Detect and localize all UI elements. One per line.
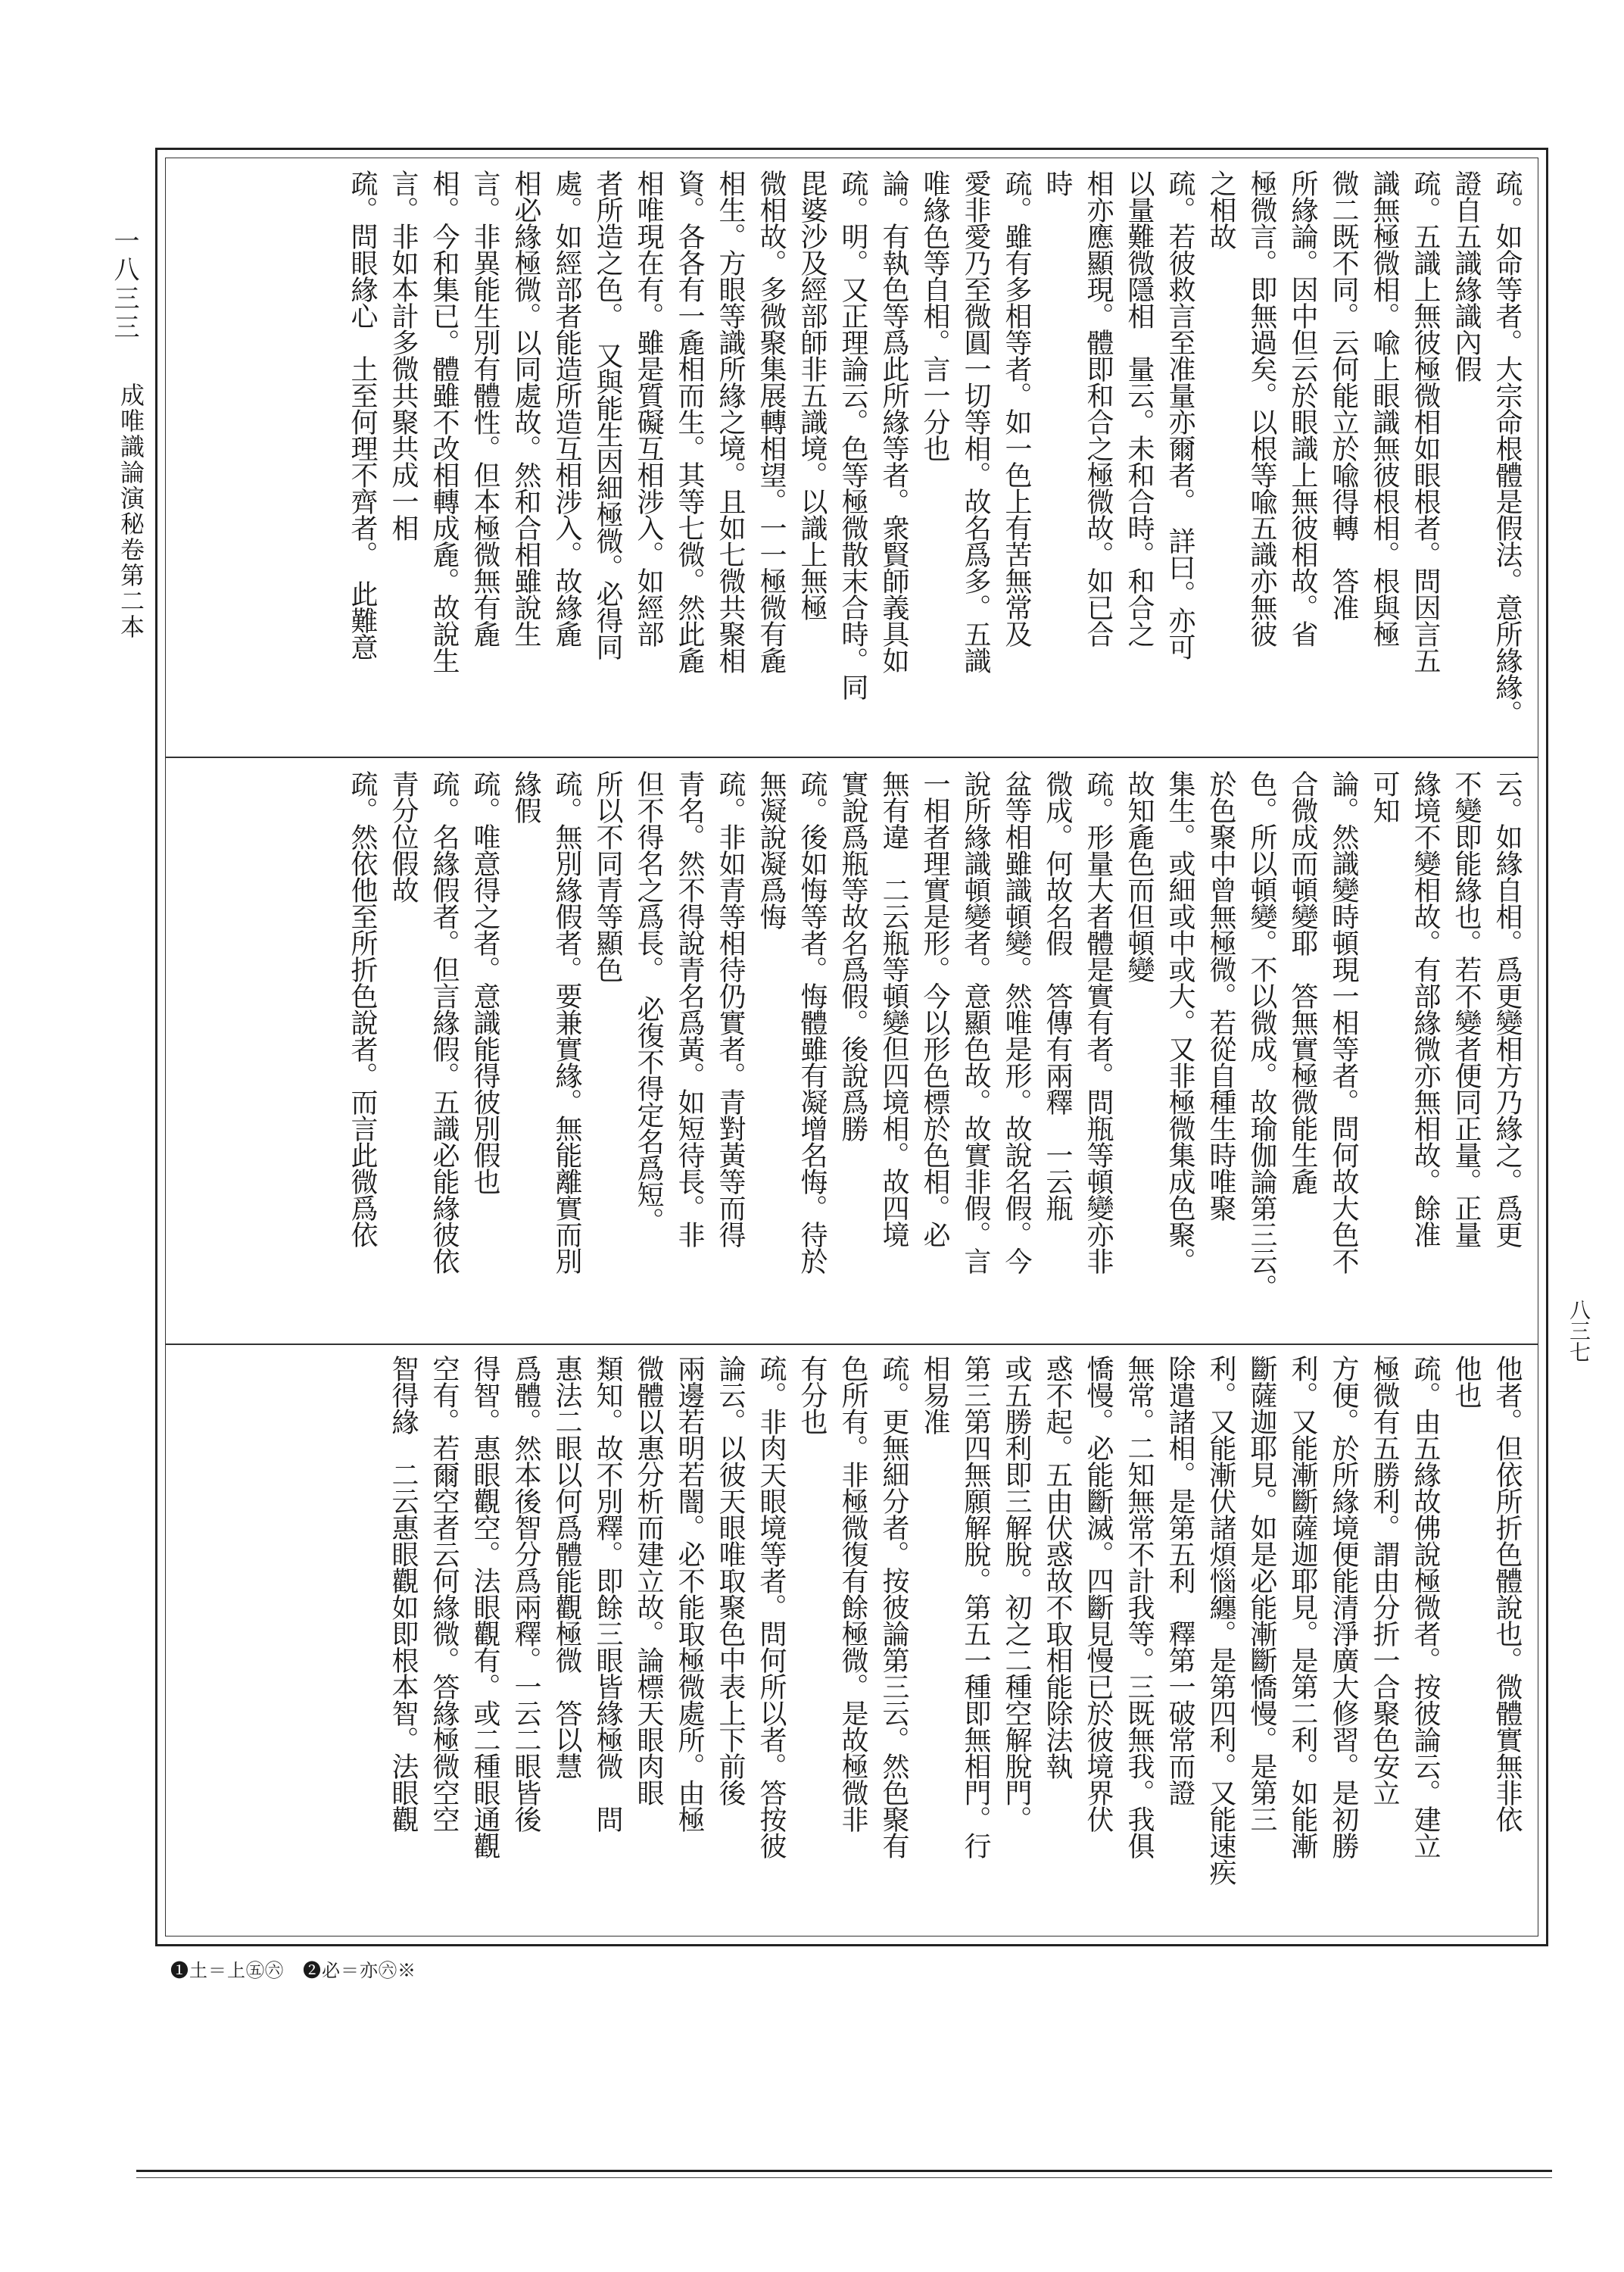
text-column: 斷薩迦耶見。如是必能漸斷憍慢。是第三 xyxy=(1246,1355,1277,1832)
bottom-rule xyxy=(136,2170,1552,2172)
text-column: 利。又能漸斷薩迦耶見。是第二利。如能漸 xyxy=(1287,1355,1318,1858)
text-column: 合微成而頓變耶 答無實極微能生麁 xyxy=(1287,770,1318,1194)
text-column: 無凝說凝爲悔 xyxy=(756,770,787,929)
text-column: 疏。由五緣故佛說極微者。按彼論云。建立 xyxy=(1410,1355,1441,1858)
text-column: 相易准 xyxy=(919,1355,950,1434)
text-column: 論。然識變時頓現一相等者。問何故大色不 xyxy=(1328,770,1359,1274)
text-column: 疏。非肉天眼境等者。問何所以者。答按彼 xyxy=(756,1355,787,1858)
text-column: 惑不起。五由伏惑故不取相能除法執 xyxy=(1042,1355,1073,1779)
text-column: 智得緣 二云惠眼觀如即根本智。法眼觀 xyxy=(388,1355,419,1832)
text-column: 第三第四無願解脫。第五一種即無相門。行 xyxy=(960,1355,991,1858)
text-column: 言。非異能生別有體性。但本極微無有麁 xyxy=(469,170,500,647)
text-column: 所以不同青等顯色 xyxy=(592,770,623,982)
text-column: 疏。若彼救言至准量亦爾者。 詳曰。亦可 xyxy=(1164,170,1195,660)
text-column: 資。各各有一麁相而生。其等七微。然此麁 xyxy=(674,170,705,673)
text-column: 時 xyxy=(1042,170,1073,196)
text-column: 疏。唯意得之者。意識能得彼別假也 xyxy=(469,770,500,1194)
text-column: 以量難微隱相 量云。未和合時。和合之 xyxy=(1124,170,1155,647)
text-column: 兩邊若明若闇。必不能取極微處所。由極 xyxy=(674,1355,705,1832)
text-column: 色所有。非極微復有餘極微。是故極微非 xyxy=(837,1355,868,1832)
text-column: 者所造之色。 又與能生因細極微。必得同 xyxy=(592,170,623,660)
footnote: ❶土＝上㊄㊅ ❷必＝亦㊅※ xyxy=(170,1960,416,1981)
text-column: 論云。以彼天眼唯取聚色中表上下前後 xyxy=(715,1355,746,1805)
text-column: 惠法二眼以何爲體能觀極微 答以慧 xyxy=(551,1355,582,1779)
text-column: 集生。或細或中或大。又非極微集成色聚。 xyxy=(1164,770,1195,1274)
text-column: 極微有五勝利。謂由分折一合聚色安立 xyxy=(1369,1355,1400,1805)
text-column: 無有違 二云瓶等頓變但四境相。故四境 xyxy=(878,770,909,1247)
text-band-middle xyxy=(166,770,1538,1334)
text-column: 毘婆沙及經部師非五識境。以識上無極 xyxy=(796,170,828,620)
text-column: 微體以惠分析而建立故。論標天眼肉眼 xyxy=(633,1355,664,1805)
text-column: 疏。如命等者。大宗命根體是假法。意所緣緣。 xyxy=(1492,170,1523,726)
text-column: 青名。然不得說青名爲黃。如短待長。非 xyxy=(674,770,705,1247)
text-column: 說所緣識頓變者。意顯色故。故實非假。言 xyxy=(960,770,991,1274)
text-column: 於色聚中曾無極微。若從自種生時唯聚 xyxy=(1205,770,1236,1221)
text-column: 盆等相雖識頓變。然唯是形。故說名假。今 xyxy=(1001,770,1032,1274)
text-band-top xyxy=(166,170,1538,745)
text-column: 論。有執色等爲此所緣等者。衆賢師義具如 xyxy=(878,170,909,673)
text-column: 之相故 xyxy=(1205,170,1236,249)
text-column: 言。非如本計多微共聚共成一相 xyxy=(388,170,419,541)
text-column: 實說爲瓶等故名爲假。後說爲勝 xyxy=(837,770,868,1141)
text-column: 他也 xyxy=(1451,1355,1482,1408)
right-margin-marker: 八三七 xyxy=(1566,1299,1591,1362)
text-column: 疏。然依他至所折色說者。而言此微爲依 xyxy=(347,770,378,1247)
text-column: 相生。方眼等識所緣之境。且如七微共聚相 xyxy=(715,170,746,673)
text-frame-inner xyxy=(165,158,1538,1937)
text-column: 微相故。多微聚集展轉相望。一一極微有麁 xyxy=(756,170,787,673)
text-frame xyxy=(155,148,1548,1946)
text-column: 空有。若爾空者云何緣微。答緣極微空空 xyxy=(429,1355,460,1832)
band-divider-1 xyxy=(166,757,1538,758)
text-column: 微二既不同。云何能立於喩得轉 答准 xyxy=(1328,170,1359,620)
text-column: 證自五識緣識內假 xyxy=(1451,170,1482,382)
text-column: 疏。形量大者體是實有者。問瓶等頓變亦非 xyxy=(1083,770,1114,1274)
text-column: 唯緣色等自相。言一分也 xyxy=(919,170,950,461)
text-column: 或五勝利即三解脫。初之二種空解脫門。 xyxy=(1001,1355,1032,1832)
text-column: 疏。明。又正理論云。色等極微散末合時。同 xyxy=(837,170,868,700)
text-column: 有分也 xyxy=(796,1355,828,1434)
text-column: 疏。非如青等相待仍實者。青對黃等而得 xyxy=(715,770,746,1247)
running-title: 成唯識論演秘卷第二本 xyxy=(117,382,145,640)
text-column: 疏。無別緣假者。要兼實緣。無能離實而別 xyxy=(551,770,582,1274)
text-band-bottom xyxy=(166,1355,1538,1930)
text-column: 疏。名緣假者。但言緣假。五識必能緣彼依 xyxy=(429,770,460,1274)
text-column: 但不得名之爲長。 必復不得定名爲短。 xyxy=(633,770,664,1234)
text-column: 疏。五識上無彼極微相如眼根者。問因言五 xyxy=(1410,170,1441,673)
text-column: 極微言。即無過矣。以根等喩五識亦無彼 xyxy=(1246,170,1277,647)
text-column: 利。又能漸伏諸煩惱纏。是第四利。又能速疾 xyxy=(1205,1355,1236,1885)
text-column: 爲體。然本後智分爲兩釋。一云二眼皆後 xyxy=(510,1355,541,1832)
text-column: 云。如緣自相。爲更變相方乃緣之。爲更 xyxy=(1492,770,1523,1247)
text-column: 相。今和集已。體雖不改相轉成麁。故說生 xyxy=(429,170,460,673)
text-column: 一相者理實是形。今以形色標於色相。必 xyxy=(919,770,950,1247)
text-column: 可知 xyxy=(1369,770,1400,823)
band-divider-2 xyxy=(166,1344,1538,1345)
text-column: 得智。惠眼觀空。法眼觀有。或二種眼通觀 xyxy=(469,1355,500,1858)
text-column: 無常。二知無常不計我等。三既無我。我俱 xyxy=(1124,1355,1155,1858)
text-column: 相唯現在有。雖是質礙互相涉入。如經部 xyxy=(633,170,664,647)
bottom-rule-thin xyxy=(136,2177,1552,2178)
text-column: 相必緣極微。以同處故。然和合相雖說生 xyxy=(510,170,541,647)
text-column: 處。如經部者能造所造互相涉入。故緣麁 xyxy=(551,170,582,647)
text-column: 緣假 xyxy=(510,770,541,823)
text-column: 相亦應顯現。體即和合之極微故。如已合 xyxy=(1083,170,1114,647)
text-column: 所緣論。因中但云於眼識上無彼相故。省 xyxy=(1287,170,1318,647)
text-column: 疏。問眼緣心 土至何理不齊者。 此難意 xyxy=(347,170,378,660)
text-column: 緣境不變相故。有部緣微亦無相故。餘准 xyxy=(1410,770,1441,1247)
text-column: 青分位假故 xyxy=(388,770,419,903)
text-column: 疏。後如悔等者。悔體雖有凝增名悔。待於 xyxy=(796,770,828,1274)
text-column: 疏。更無細分者。按彼論第三云。然色聚有 xyxy=(878,1355,909,1858)
text-column: 他者。但依所折色體說也。微體實無非依 xyxy=(1492,1355,1523,1832)
text-column: 類知。故不別釋。即餘三眼皆緣極微 問 xyxy=(592,1355,623,1832)
text-column: 方便。於所緣境便能清淨廣大修習。是初勝 xyxy=(1328,1355,1359,1858)
text-column: 色。所以頓變。不以微成。故瑜伽論第三云。 xyxy=(1246,770,1277,1300)
text-column: 識無極微相。喩上眼識無彼根相。根與極 xyxy=(1369,170,1400,647)
text-column: 憍慢。必能斷滅。四斷見慢已於彼境界伏 xyxy=(1083,1355,1114,1832)
page-number: 一八三三 xyxy=(109,227,139,342)
text-column: 愛非愛乃至微圓一切等相。故名爲多。五識 xyxy=(960,170,991,673)
text-column: 疏。雖有多相等者。如一色上有苦無常及 xyxy=(1001,170,1032,647)
text-column: 微成。何故名假 答傳有兩釋 一云瓶 xyxy=(1042,770,1073,1221)
text-column: 除遣諸相。是第五利 釋第一破常而證 xyxy=(1164,1355,1195,1805)
text-column: 不變即能緣也。若不變者便同正量。正量 xyxy=(1451,770,1482,1247)
text-column: 故知麁色而但頓變 xyxy=(1124,770,1155,982)
